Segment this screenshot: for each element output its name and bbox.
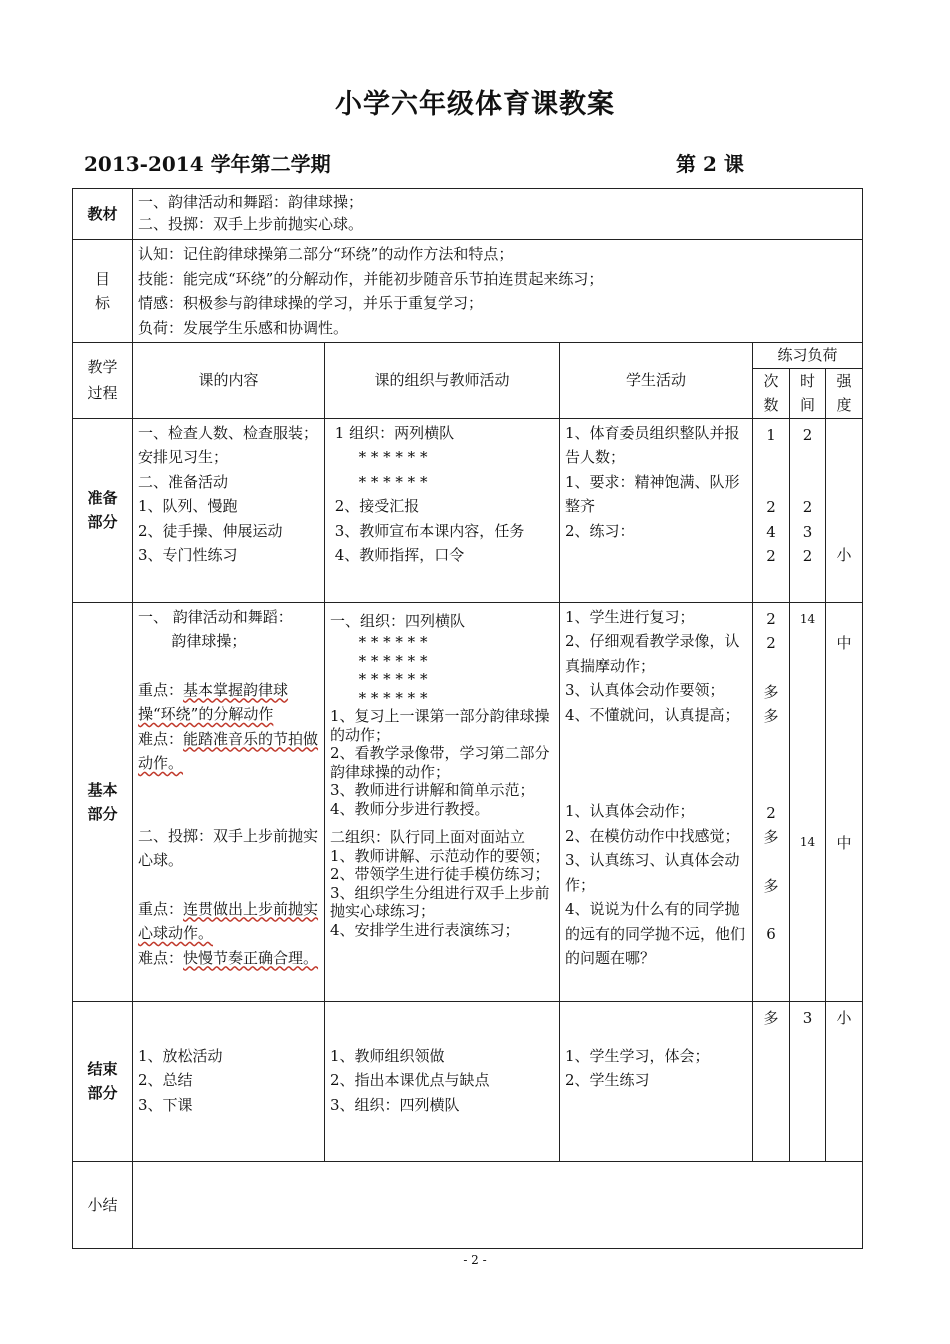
basic-org-item: 4、安排学生进行表演练习； (330, 920, 520, 939)
time-value: 2 (802, 547, 813, 565)
basic-org-item: 1、复习上一课第一部分韵律球操的动作； (330, 707, 550, 744)
prep-student (560, 418, 753, 602)
end-content-item: 2、总结 (138, 1071, 193, 1089)
header-row (73, 343, 863, 369)
count-header (753, 368, 790, 418)
materials-cell (133, 189, 863, 240)
time-value: 2 (802, 498, 813, 516)
time-label-1: 时 (799, 371, 815, 390)
load-header: 练习负荷 (753, 343, 863, 369)
basic-student-item: 4、不懂就问，认真提高； (565, 705, 740, 724)
basic-org-item: 3、组织学生分组进行双手上步前抛实心球练习； (330, 883, 550, 920)
basic-student-item: 3、认真练习、认真体会动作； (565, 851, 740, 894)
time-value: 14 (799, 835, 816, 849)
student-header: 学生活动 (560, 343, 753, 419)
basic-student-item: 3、认真体会动作要领； (565, 681, 725, 699)
prep-counts (753, 418, 790, 602)
prep-label-1: 准备 (87, 489, 118, 507)
process-header (73, 343, 133, 419)
goals-cell (133, 240, 863, 343)
intensity-value: 中 (836, 633, 852, 652)
count-value: 2 (766, 803, 776, 822)
end-org-item: 1、教师组织领做 (330, 1046, 445, 1065)
count-value: 2 (766, 634, 776, 652)
prep-intensity (826, 418, 863, 602)
time-label-2: 间 (799, 396, 815, 414)
basic-org-item: 2、看教学录像带，学习第二部分韵律球操的动作； (330, 744, 550, 781)
prep-student-item: 1、要求：精神饱满、队形整齐 (565, 472, 740, 515)
prep-org-item: 3、教师宣布本课内容，任务 (330, 521, 525, 540)
key-point (138, 897, 319, 946)
basic-times (790, 602, 826, 1001)
end-student-item: 1、学生学习，体会； (565, 1046, 710, 1065)
end-row (73, 1001, 863, 1161)
formation-stars: * * * * * * (330, 472, 428, 491)
lesson-number: 第 2 课 (676, 152, 744, 176)
summary-label: 小结 (73, 1161, 133, 1248)
count-label-2: 数 (763, 396, 779, 414)
prep-times (790, 418, 826, 602)
goals-label-1: 目 (94, 270, 110, 288)
page-number: - 2 - (463, 1253, 487, 1267)
count-value: 2 (766, 609, 776, 628)
key-point-text: 基本掌握韵律球操“环绕”的分解动作 (138, 680, 289, 723)
count-label-1: 次 (763, 371, 779, 390)
key-point-text: 连贯做出上步前抛实心球动作。 (138, 899, 319, 942)
intensity-value: 小 (836, 545, 852, 564)
formation-stars: * * * * * * (330, 633, 428, 651)
summary-row (73, 1161, 863, 1248)
prep-label (73, 418, 133, 602)
end-intensity: 小 (826, 1001, 863, 1161)
formation-stars: * * * * * * (330, 688, 428, 707)
end-time: 3 (790, 1001, 826, 1161)
intensity-value: 中 (836, 834, 852, 852)
basic-org-item: 3、教师进行讲解和简单示范； (330, 781, 535, 799)
goals-label (73, 240, 133, 343)
time-value: 14 (799, 611, 816, 626)
time-header (790, 368, 826, 418)
end-count: 多 (753, 1001, 790, 1161)
key-point-label: 重点： (138, 899, 184, 918)
basic-student (560, 602, 753, 1001)
basic-student-item: 2、在模仿动作中找感觉； (565, 826, 740, 845)
difficult-point-label: 难点： (138, 948, 184, 967)
basic-student-item: 2、仔细观看教学录像，认真揣摩动作； (565, 632, 740, 675)
difficult-point-text: 快慢节奏正确合理。 (183, 948, 319, 967)
prep-content (133, 418, 325, 602)
end-student (560, 1001, 753, 1161)
formation-stars: * * * * * * (330, 448, 428, 466)
formation-stars: * * * * * * (330, 651, 428, 670)
intensity-label-2: 度 (836, 396, 852, 414)
basic-organization (325, 602, 560, 1001)
end-org-item: 3、组织：四列横队 (330, 1095, 460, 1114)
basic-label (73, 602, 133, 1001)
lesson-plan-table (72, 188, 863, 1249)
count-value: 2 (766, 498, 776, 516)
basic-content-item: 韵律球操； (138, 632, 247, 650)
end-label-2: 部分 (87, 1084, 118, 1102)
key-point-label: 重点： (138, 680, 184, 699)
count-value: 2 (766, 547, 776, 565)
process-label-1: 教学 (87, 358, 118, 377)
prep-student-item: 2、练习： (565, 521, 635, 540)
summary-cell[interactable] (133, 1161, 863, 1248)
basic-counts (753, 602, 790, 1001)
basic-content-item: 一、 韵律活动和舞蹈： (138, 607, 293, 626)
basic-content-item: 二、投掷：双手上步前抛实心球。 (138, 826, 319, 869)
intensity-header (826, 368, 863, 418)
prep-row (73, 418, 863, 602)
count-value: 多 (763, 707, 779, 725)
end-organization (325, 1001, 560, 1161)
prep-content-item: 二、准备活动 (138, 472, 229, 491)
basic-row (73, 602, 863, 1001)
difficult-point-text: 能踏准音乐的节拍做动作。 (138, 729, 319, 772)
difficult-point (138, 727, 319, 776)
prep-content-item: 2、徒手操、伸展运动 (138, 521, 283, 540)
prep-org-item: 1 组织：两列横队 (330, 423, 455, 442)
basic-org-heading: 二组织：队行同上面对面站立 (330, 828, 526, 846)
process-label-2: 过程 (87, 384, 118, 403)
materials-item: 一、韵律活动和舞蹈：韵律球操； (138, 193, 364, 211)
intensity-label-1: 强 (836, 371, 852, 390)
goal-item: 负荷：发展学生乐感和协调性。 (138, 318, 349, 337)
basic-org-item: 1、教师讲解、示范动作的要领； (330, 846, 550, 865)
end-content (133, 1001, 325, 1161)
end-content-item: 3、下课 (138, 1095, 193, 1114)
time-value: 3 (802, 522, 813, 541)
prep-content-item: 一、检查人数、检查服装；安排见习生； (138, 423, 319, 466)
prep-content-item: 1、队列、慢跑 (138, 497, 238, 515)
page-title: 小学六年级体育课教案 (335, 89, 615, 120)
end-label (73, 1001, 133, 1161)
end-org-item: 2、指出本课优点与缺点 (330, 1071, 490, 1089)
basic-label-1: 基本 (87, 780, 118, 799)
basic-content (133, 602, 325, 1001)
count-value: 1 (766, 425, 776, 444)
term-label: 2013-2014 学年第二学期 (84, 152, 331, 176)
goals-label-2: 标 (94, 294, 110, 312)
organization-header: 课的组织与教师活动 (325, 343, 560, 419)
basic-student-item: 1、认真体会动作； (565, 802, 695, 820)
basic-org-heading: 一、组织：四列横队 (330, 611, 466, 630)
basic-student-item: 1、学生进行复习； (565, 607, 695, 626)
basic-org-item: 2、带领学生进行徒手模仿练习； (330, 865, 550, 883)
basic-label-2: 部分 (87, 804, 118, 823)
prep-label-2: 部分 (87, 513, 118, 531)
count-value: 6 (766, 925, 776, 943)
end-content-item: 1、放松活动 (138, 1046, 223, 1065)
end-label-1: 结束 (87, 1060, 118, 1078)
basic-student-item: 4、说说为什么有的同学抛的远有的同学抛不远，他们的问题在哪？ (565, 900, 746, 967)
prep-organization (325, 418, 560, 602)
key-point (138, 678, 319, 727)
difficult-point (138, 946, 319, 971)
basic-intensity (826, 602, 863, 1001)
difficult-point-label: 难点： (138, 729, 184, 748)
time-value: 2 (802, 425, 813, 444)
count-value: 4 (766, 522, 776, 541)
materials-item: 二、投掷：双手上步前抛实心球。 (138, 215, 364, 233)
goal-item: 情感：积极参与韵律球操的学习，并乐于重复学习； (138, 294, 484, 312)
prep-org-item: 2、接受汇报 (330, 497, 420, 515)
prep-org-item: 4、教师指挥，口令 (330, 546, 465, 564)
goal-item: 技能：能完成“环绕”的分解动作，并能初步随音乐节拍连贯起来练习； (138, 269, 604, 288)
count-value: 多 (763, 876, 779, 895)
content-header: 课的内容 (133, 343, 325, 419)
prep-content-item: 3、专门性练习 (138, 546, 238, 564)
goal-item: 认知：记住韵律球操第二部分“环绕”的动作方法和特点； (138, 245, 514, 263)
goals-row (73, 240, 863, 343)
formation-stars: * * * * * * (330, 670, 428, 688)
basic-org-item: 4、教师分步进行教授。 (330, 799, 490, 818)
count-value: 多 (763, 682, 779, 701)
end-student-item: 2、学生练习 (565, 1071, 650, 1089)
materials-row (73, 189, 863, 240)
count-value: 多 (763, 828, 779, 846)
prep-student-item: 1、体育委员组织整队并报告人数； (565, 423, 740, 466)
materials-label: 教材 (73, 189, 133, 240)
